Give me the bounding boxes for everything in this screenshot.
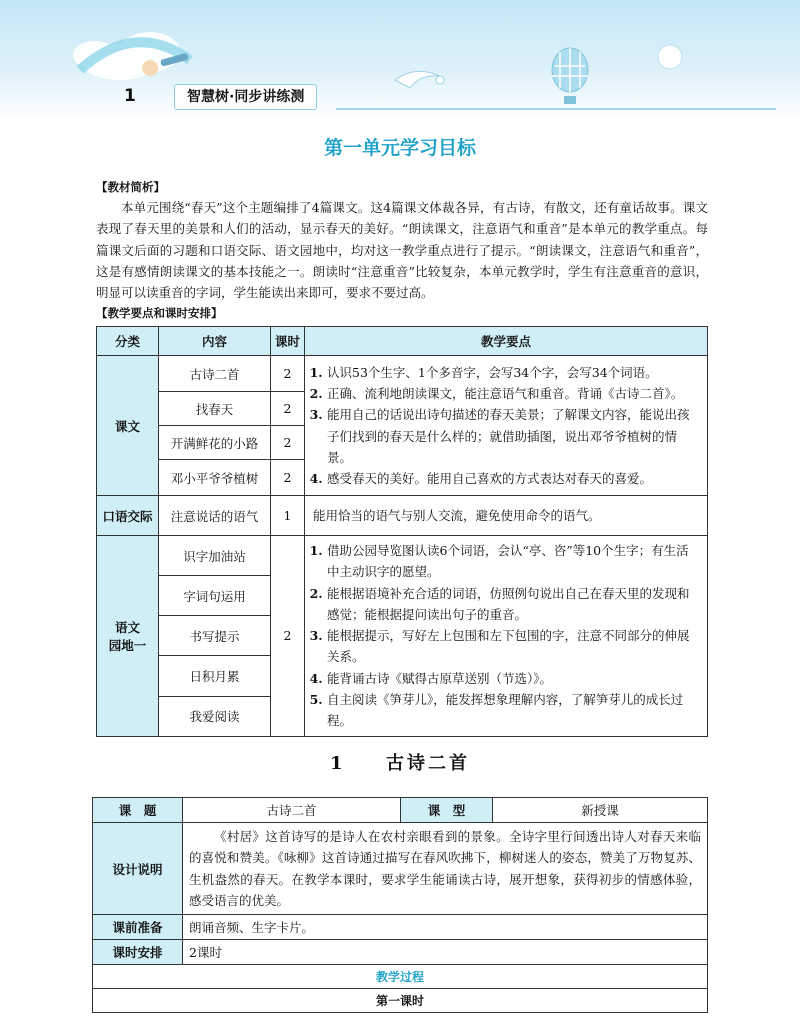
category-kewen: 课文: [97, 356, 159, 496]
hours-cell: 2: [271, 392, 305, 426]
design-text: 《村居》这首诗写的是诗人在农村亲眼看到的景象。全诗字里行间透出诗人对春天来临的喜悦和赞美。《咏柳》这首诗通过描写在春风吹拂下，柳树迷人的姿态，赞美了万物复苏、生机盎然的春天。在教学本课时，要求学生能诵读古诗，展开想象，获得初步的情感体验，感受语言的优美。: [183, 823, 708, 915]
unit-title: 第一单元学习目标: [323, 137, 476, 159]
prep-value: 朗诵音频、生字卡片。: [183, 915, 708, 940]
content-cell: 我爱阅读: [159, 696, 271, 736]
page-header: [0, 0, 800, 120]
category-yuandi: [97, 536, 159, 737]
table-row: [97, 536, 708, 576]
content-cell: 找春天: [159, 392, 271, 426]
col-category: 分类: [97, 327, 159, 356]
page-number: 1: [124, 86, 136, 106]
sky-illustration: [0, 0, 800, 120]
list-item: 3. 能根据提示，写好左上包围和左下包围的字，注意不同部分的伸展关系。: [327, 625, 701, 668]
list-item: 1. 认识53个生字、1个多音字，会写34个字，会写34个词语。: [327, 362, 701, 383]
content-cell: 邓小平爷爷植树: [159, 460, 271, 496]
analysis-text: 本单元围绕“春天”这个主题编排了4篇课文。这4篇课文体裁各异，有古诗，有散文，还有童话故事。课文表现了春天里的美景和人们的活动，显示春天的美好。“朗读课文，注意语气和重音”是本单元的教学重点。每篇课文后面的习题和口语交际、语文园地中，均对这一教学重点进行了提示。“朗读课文，注意语气和重音”，这是有感情朗读课文的基本技能之一。朗读时“注意重音”比较复杂，本单元教学时，学生有注意重音的意识，明显可以读重音的字词，学生能读出来即可，要求不要过高。: [96, 200, 708, 301]
first-lesson-label: 第一课时: [93, 989, 708, 1013]
list-item: 1. 借助公园导览图认读6个词语，会认“亭、咨”等10个生字；有生活中主动识字的愿望。: [327, 540, 701, 583]
content-cell: 注意说话的语气: [159, 496, 271, 536]
lesson-number: 1: [329, 753, 346, 774]
table-row: [93, 798, 708, 823]
table-row: [93, 965, 708, 989]
sun-icon: [658, 45, 682, 69]
col-content: 内容: [159, 327, 271, 356]
list-item: 4. 感受春天的美好。能用自己喜欢的方式表达对春天的喜爱。: [327, 468, 701, 489]
table-row: [93, 823, 708, 915]
book-brand: 智慧树·同步讲练测: [174, 84, 317, 110]
lesson-name: 古诗二首: [386, 753, 471, 774]
table-row: [93, 940, 708, 965]
design-label: 设计说明: [93, 823, 183, 915]
yuandi-points: [305, 536, 708, 737]
analysis-label: 【教材简析】: [96, 180, 165, 194]
category-yuandi-line2: 园地一: [108, 637, 147, 653]
list-item: 2. 正确、流利地朗读课文，能注意语气和重音。背诵《古诗二首》。: [327, 383, 701, 404]
prep-label: 课前准备: [93, 915, 183, 940]
hours-cell: 2: [271, 460, 305, 496]
hours-cell: 1: [271, 496, 305, 536]
content-cell: 古诗二首: [159, 356, 271, 392]
hours-cell: 2: [271, 356, 305, 392]
header-divider: [336, 108, 776, 110]
topic-value: 古诗二首: [183, 798, 401, 823]
content-cell: 书写提示: [159, 616, 271, 656]
process-label: 教学过程: [93, 965, 708, 989]
bird-icon: [395, 71, 444, 88]
topic-label: 课 题: [93, 798, 183, 823]
list-item: 5. 自主阅读《笋芽儿》，能发挥想象理解内容，了解笋芽儿的成长过程。: [327, 689, 701, 732]
schedule-table: [96, 326, 708, 737]
content-cell: 识字加油站: [159, 536, 271, 576]
list-item: 3. 能用自己的话说出诗句描述的春天美景；了解课文内容，能说出孩子们找到的春天是什么样的；就借助插图，说出邓爷爷植树的情景。: [327, 404, 701, 468]
type-value: 新授课: [493, 798, 708, 823]
content-cell: 日积月累: [159, 656, 271, 696]
table-row: [93, 989, 708, 1013]
table-header-row: [97, 327, 708, 356]
content-cell: 开满鲜花的小路: [159, 426, 271, 460]
schedule-label: 【教学要点和课时安排】: [96, 306, 223, 320]
table-row: [97, 496, 708, 536]
col-hours: 课时: [271, 327, 305, 356]
hours-cell: 2: [271, 536, 305, 737]
type-label: 课 型: [401, 798, 493, 823]
time-label: 课时安排: [93, 940, 183, 965]
kewen-points: [305, 356, 708, 496]
list-item: 2. 能根据语境补充合适的词语，仿照例句说出自己在春天里的发现和感觉；能根据提问读出句子的重音。: [327, 583, 701, 626]
table-row: [93, 915, 708, 940]
hot-air-balloon-icon: [552, 48, 588, 104]
list-item: 4. 能背诵古诗《赋得古原草送别（节选）》。: [327, 668, 701, 689]
content-cell: 字词句运用: [159, 576, 271, 616]
kouyu-point: 能用恰当的语气与别人交流，避免使用命令的语气。: [305, 496, 708, 536]
col-points: 教学要点: [305, 327, 708, 356]
lesson-table: [92, 797, 708, 1013]
table-row: [97, 356, 708, 392]
lesson-title: [0, 749, 800, 775]
hours-cell: 2: [271, 426, 305, 460]
category-kouyu: 口语交际: [97, 496, 159, 536]
category-yuandi-line1: 语文: [114, 619, 140, 635]
time-value: 2课时: [183, 940, 708, 965]
